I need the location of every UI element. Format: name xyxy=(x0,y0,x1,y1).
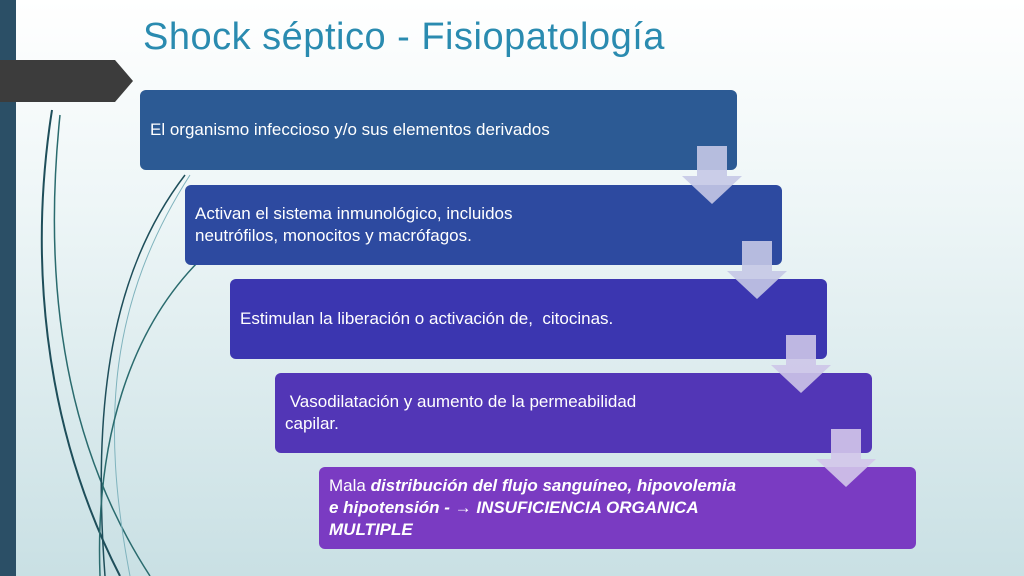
down-arrow-icon xyxy=(727,241,787,299)
process-step-5-text xyxy=(329,475,736,541)
process-step-5-emphasis: distribución del flujo sanguíneo, hipovolemia e hipotensión - → INSUFICIENCIA ORGANICA MULTIPLE xyxy=(329,476,737,539)
process-step-5-prefix: Mala xyxy=(329,476,371,495)
process-step-2-text: Activan el sistema inmunológico, incluidos neutrófilos, monocitos y macrófagos. xyxy=(195,204,513,245)
down-arrow-icon xyxy=(771,335,831,393)
process-step-1-text: El organismo infeccioso y/o sus elementos derivados xyxy=(150,120,550,139)
title-tab-arrow xyxy=(0,60,133,102)
down-arrow-icon xyxy=(682,146,742,204)
down-arrow-icon xyxy=(816,429,876,487)
process-step-4-text: Vasodilatación y aumento de la permeabilidad capilar. xyxy=(285,392,637,433)
left-accent-bar xyxy=(0,0,16,576)
page-title: Shock séptico - Fisiopatología xyxy=(143,16,665,58)
process-step-3-text: Estimulan la liberación o activación de, citocinas. xyxy=(240,309,614,328)
process-step-1 xyxy=(140,90,737,170)
arrow-right-icon: → xyxy=(454,498,472,517)
